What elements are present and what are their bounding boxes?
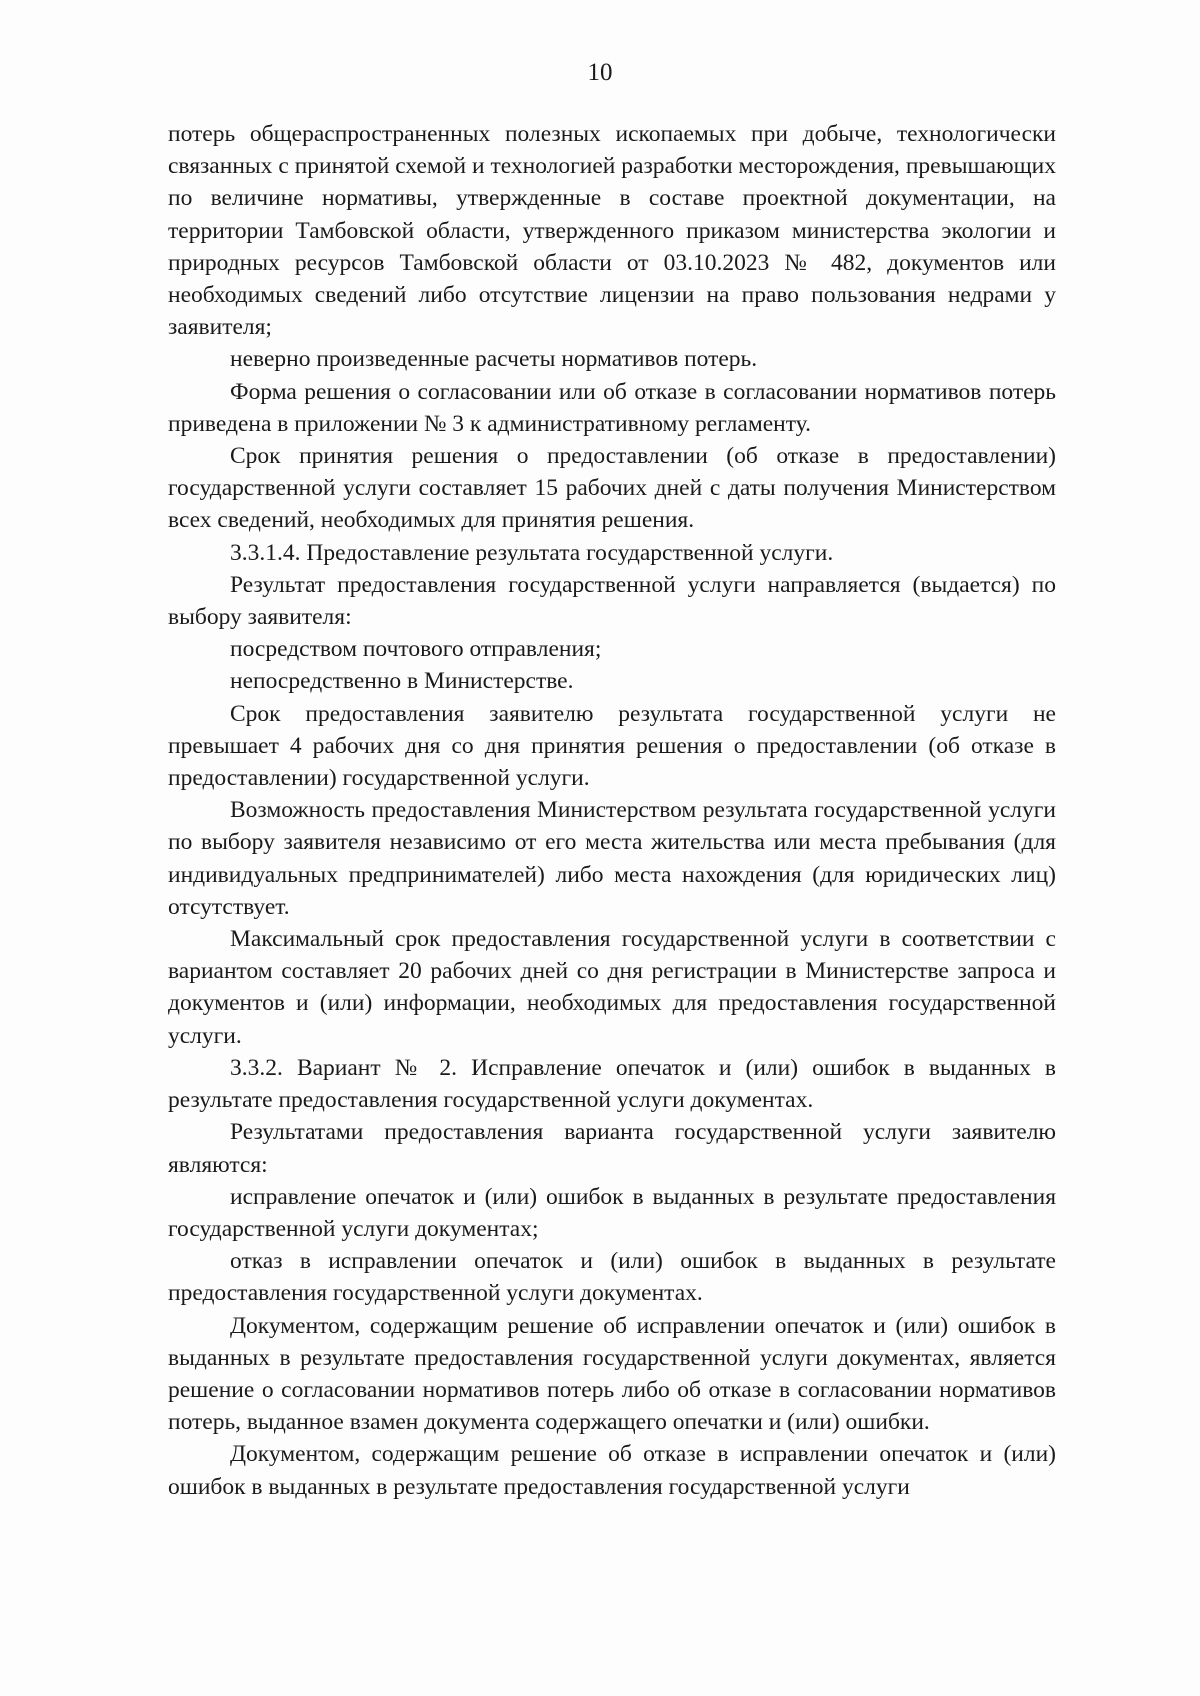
paragraph: Срок принятия решения о предоставлении (об отказе в предоставлении) государственной услуги составляет 15 рабочих дней с даты получения Министерством всех сведений, необходимых для принятия решения. [168,443,1056,534]
paragraph: Срок предоставления заявителю результата государственной услуги не превышает 4 рабочих дня со дня принятия решения о предоставлении (об отказе в предоставлении) государственной услуги. [168,700,1056,792]
document-body [168,118,1056,1503]
page-number: 10 [587,59,613,86]
paragraph: Максимальный срок предоставления государственной услуги в соответствии с вариантом составляет 20 рабочих дней со дня регистрации в Министерстве запроса и документов и (или) информации, необходимых для предоставления государственной услуги. [168,926,1056,1049]
paragraph: Документом, содержащим решение об отказе в исправлении опечаток и (или) ошибок в выданных в результате предоставления государственной услуги [168,1441,1056,1500]
section-heading: 3.3.1.4. Предоставление результата государственной услуги. [230,539,834,566]
paragraph-continuation: потерь общераспространенных полезных ископаемых при добыче, технологически связанных с принятой схемой и технологией разработки месторождения, превышающих по величине нормативы, утвержденные в составе проектной документации, на территории Тамбовской области, утвержденного приказом министерства экологии и природных ресурсов Тамбовской области от 03.10.2023 № 482, документов или необходимых сведений либо отсутствие лицензии на право пользования недрами у заявителя; [168,121,1056,341]
paragraph: Результат предоставления государственной услуги направляется (выдается) по выбору заявителя: [168,571,1056,631]
list-item: непосредственно в Министерстве. [230,668,574,695]
paragraph: Результатами предоставления варианта государственной услуги заявителю являются: [168,1119,1056,1178]
paragraph: Документом, содержащим решение об исправлении опечаток и (или) ошибок в выданных в результате предоставления государственной услуги документах, является решение о согласовании нормативов потерь либо об отказе в согласовании нормативов потерь, выданное взамен документа содержащего опечатки и (или) ошибки. [168,1312,1056,1436]
list-item: отказ в исправлении опечаток и (или) ошибок в выданных в результате предоставления государственной услуги документах. [168,1248,1056,1307]
list-item: исправление опечаток и (или) ошибок в выданных в результате предоставления государственной услуги документах; [168,1183,1056,1242]
paragraph: Форма решения о согласовании или об отказе в согласовании нормативов потерь приведена в приложении № 3 к административному регламенту. [168,378,1056,437]
list-item: посредством почтового отправления; [230,636,602,663]
paragraph: неверно произведенные расчеты нормативов потерь. [230,346,758,373]
section-heading: 3.3.2. Вариант № 2. Исправление опечаток и (или) ошибок в выданных в результате предоставления государственной услуги документах. [168,1054,1056,1114]
paragraph: Возможность предоставления Министерством результата государственной услуги по выбору заявителя независимо от его места жительства или места пребывания (для индивидуальных предпринимателей) либо места нахождения (для юридических лиц) отсутствует. [168,797,1056,920]
